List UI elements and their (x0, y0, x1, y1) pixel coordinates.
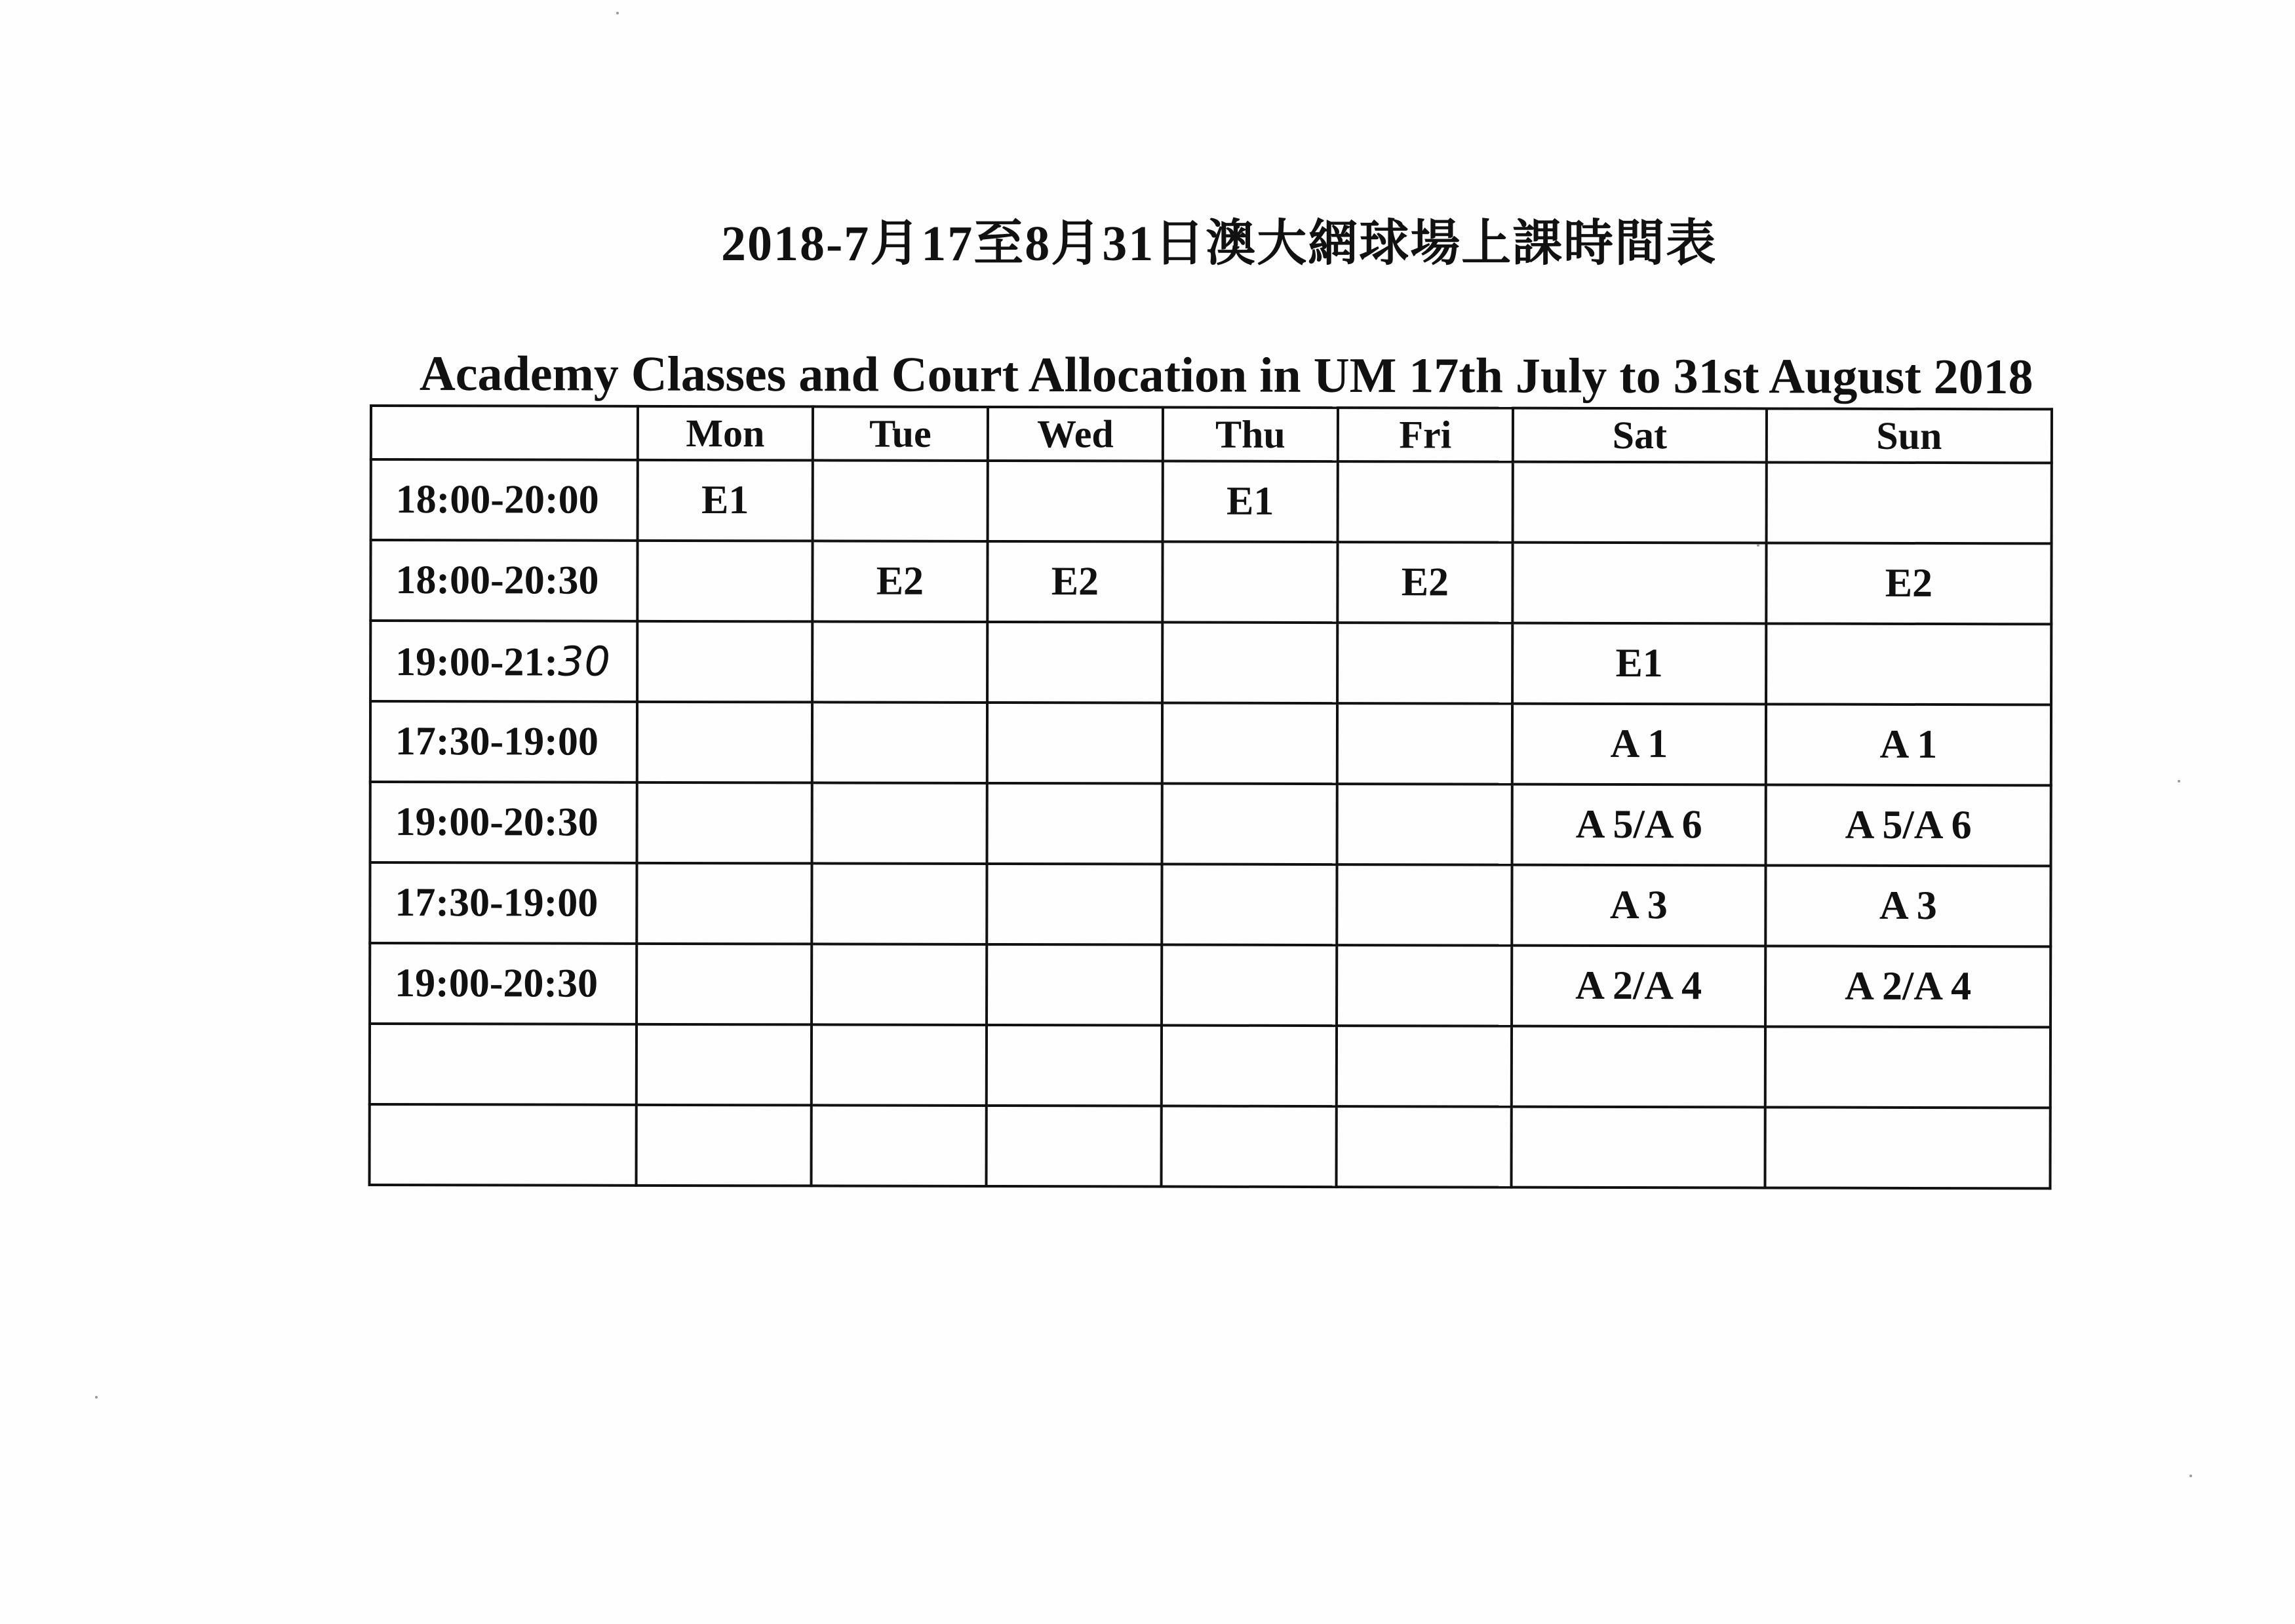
class-cell: A 3 (1765, 865, 2050, 946)
class-cell (1513, 462, 1767, 543)
class-cell (1162, 542, 1337, 623)
class-cell (1337, 703, 1512, 784)
class-cell (987, 703, 1162, 784)
header-cell-fri: Fri (1338, 408, 1513, 462)
class-cell (1766, 623, 2051, 705)
class-cell: A 2/A 4 (1512, 946, 1765, 1027)
table-row (370, 1104, 2050, 1188)
class-cell (1162, 703, 1337, 784)
class-cell: A 5/A 6 (1512, 784, 1766, 866)
scan-speck (95, 1396, 98, 1399)
class-cell (1512, 1107, 1765, 1188)
table-row (370, 1024, 2050, 1108)
class-cell (1162, 1026, 1337, 1107)
header-cell-sun: Sun (1767, 408, 2052, 463)
time-slot-cell (370, 1104, 637, 1186)
class-cell (812, 1024, 987, 1106)
table-row (371, 459, 2052, 543)
class-cell (812, 783, 987, 864)
class-cell: E1 (1512, 623, 1766, 705)
scan-speck (1757, 544, 1759, 547)
header-cell-sat: Sat (1513, 408, 1767, 463)
class-cell (1767, 462, 2052, 543)
class-cell (637, 944, 812, 1025)
class-cell: A 2/A 4 (1765, 946, 2050, 1027)
class-cell (813, 460, 988, 541)
class-cell (987, 783, 1162, 864)
class-cell: A 3 (1512, 865, 1765, 946)
class-cell (1162, 784, 1337, 865)
header-cell-thu: Thu (1163, 408, 1338, 462)
class-cell: A 5/A 6 (1766, 784, 2051, 866)
page-title-english: Academy Classes and Court Allocation in UM 17th July to 31st August 2018 (419, 346, 2033, 405)
class-cell: A 1 (1766, 704, 2051, 785)
class-cell (637, 541, 812, 622)
class-cell (987, 1025, 1162, 1106)
class-cell (988, 461, 1163, 542)
time-slot-cell: 17:30-19:00 (370, 701, 637, 783)
class-cell (1337, 1026, 1512, 1107)
scan-speck (2189, 1475, 2192, 1477)
header-cell-time (371, 406, 638, 460)
class-cell: E2 (1337, 542, 1512, 623)
class-cell: E1 (1163, 461, 1338, 543)
header-cell-mon: Mon (638, 406, 813, 461)
class-cell (1162, 945, 1337, 1026)
class-cell (987, 622, 1162, 703)
class-cell (987, 944, 1162, 1026)
time-slot-cell (370, 1024, 637, 1105)
class-cell (987, 864, 1162, 945)
class-cell: E2 (812, 541, 987, 622)
time-slot-cell: 17:30-19:00 (370, 862, 637, 944)
table-row (370, 701, 2051, 785)
class-cell (637, 863, 812, 944)
class-cell (1337, 864, 1512, 946)
class-cell (1337, 945, 1512, 1026)
class-cell (637, 1024, 812, 1106)
class-cell (812, 1105, 987, 1186)
class-cell: E1 (638, 460, 813, 541)
class-cell (1337, 1106, 1512, 1188)
scan-speck (616, 12, 619, 14)
class-cell: E2 (1766, 543, 2051, 624)
class-cell (1337, 784, 1512, 865)
table-row (370, 540, 2051, 624)
handwritten-correction: 30 (558, 637, 612, 686)
page-title-chinese: 2018-7月17至8月31日澳大網球場上課時間表 (721, 216, 1717, 271)
class-cell (812, 702, 987, 783)
header-cell-wed: Wed (988, 407, 1163, 461)
class-cell (1337, 623, 1512, 704)
class-cell (1512, 1026, 1765, 1108)
table-header-row (371, 406, 2052, 463)
scan-speck (2178, 780, 2180, 783)
time-printed-part: 19:00-21: (395, 639, 559, 685)
class-cell: E2 (987, 541, 1162, 623)
class-cell (1162, 864, 1337, 946)
schedule-table (368, 404, 2053, 1189)
class-cell (637, 1105, 812, 1186)
class-cell (637, 621, 812, 703)
class-cell: A 1 (1512, 704, 1766, 785)
class-cell (812, 863, 987, 944)
class-cell (1338, 461, 1513, 543)
table-row (370, 862, 2050, 946)
time-slot-cell (370, 621, 637, 702)
class-cell (1765, 1026, 2050, 1108)
class-cell (637, 783, 812, 864)
time-slot-cell: 19:00-20:30 (370, 943, 637, 1024)
table-row (370, 943, 2050, 1027)
table-row (370, 621, 2051, 705)
time-slot-cell: 18:00-20:00 (371, 459, 638, 541)
header-cell-tue: Tue (813, 406, 988, 461)
table-row (370, 782, 2051, 866)
time-slot-cell: 18:00-20:30 (370, 540, 637, 621)
class-cell (812, 621, 987, 703)
class-cell (987, 1106, 1162, 1187)
class-cell (637, 702, 812, 783)
class-cell (1765, 1107, 2050, 1188)
class-cell (1162, 1106, 1337, 1188)
class-cell (812, 944, 987, 1025)
class-cell (1162, 623, 1337, 704)
class-cell (1512, 543, 1766, 624)
time-slot-cell: 19:00-20:30 (370, 782, 637, 863)
